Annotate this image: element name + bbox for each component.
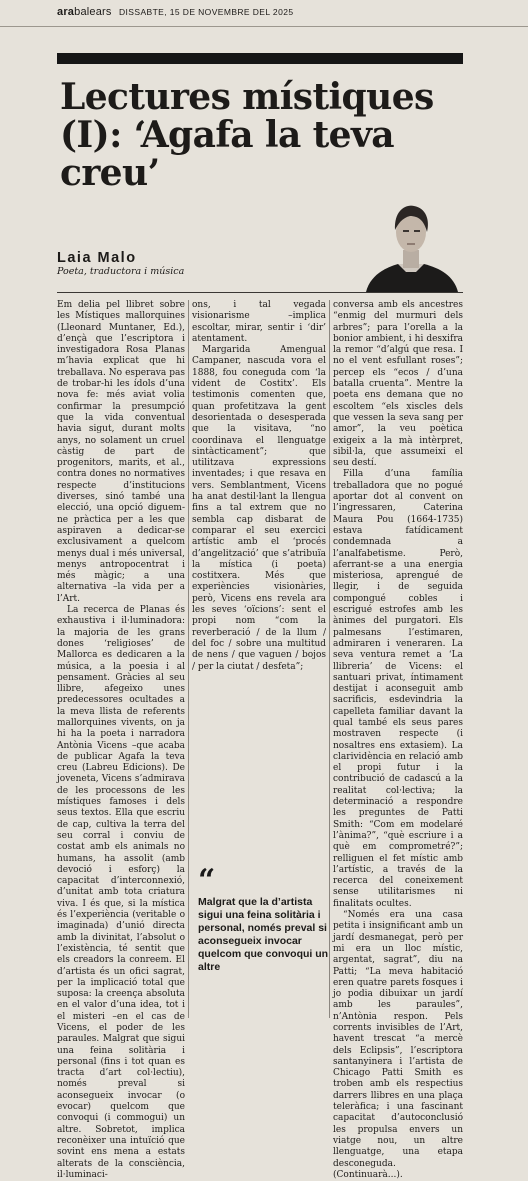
paragraph: ons, i tal vegada visionarisme –implica escoltar, mirar, sentir i ‘dir’ atentament. [192, 300, 326, 344]
pull-quote: Malgrat que la d’artista sigui una feina solitària i personal, només preval si aconsegueix invocar quelcom que convoqui un altre [198, 896, 329, 973]
column-divider [188, 300, 189, 1018]
newspaper-edition: balears [74, 6, 112, 18]
paragraph: conversa amb els ancestres “enmig del murmuri dels arbres”; para l’orella a la bonior ambient, i hi desxifra la remor “d’algú que resa. I no el vent esfullant roses”; percep els “ecos / d’una batalla cruenta”. Mentre la poeta ens demana que no escoltem “els xiscles dels que vessen la seva sang per amor”, la veu poètica exigeix a la mà intèrpret, sibil·la, que assumeixi el seu destí. [333, 300, 463, 469]
section-bar [57, 53, 463, 64]
newspaper-logo: ara [57, 6, 75, 18]
quote-mark-icon: “ [198, 863, 216, 898]
author-name: Laia Malo [57, 250, 137, 266]
article-title: Lectures místiques (I): ‘Agafa la teva creu’ [60, 76, 434, 194]
byline-divider [57, 292, 463, 293]
paragraph: Margarida Amengual Campaner, nascuda vora el 1888, fou coneguda com ‘la vident de Costitx’. Els testimonis comenten que, quan profetitzava la gent desorientada o desesperada que la visitava, “no coordinava el llenguatge sintàcticament”; que utilitzava expressions inventades; i que resava en vers. Semblantment, Vicens ha anat destil·lant la llengua fins a tal extrem que no sembla cap disbarat de comparar el seu exercici artístic amb el ‘procés d’angelització’ que s’atribuïa la mística (i poeta) costitxera. Més que experiències visionàries, però, Vicens ens revela ara les seves ‘oïcions’: sent el propi nom “com la reverberació / de la llum / del foc / sobre una multitud de nens / que vaguen / bojos / per la ciutat / desfeta”; [192, 345, 326, 672]
author-portrait [362, 198, 460, 292]
page-header [0, 0, 528, 27]
article-column-1 [57, 300, 185, 1181]
issue-date: DISSABTE, 15 DE NOVEMBRE DEL 2025 [119, 7, 294, 17]
article-column-2 [192, 300, 326, 673]
paragraph: Filla d’una família treballadora que no pogué aportar dot al convent on l’ingressaren, Caterina Maura Pou (1664-1735) estava fatídicament condemnada a l’analfabetisme. Però, aferrant-se a una energia misteriosa, aprengué de llegir, i de seguida compongué cobles i escrigué estrofes amb les ànimes del purgatori. Els palmesans l’estimaren, admiraren i veneraren. La seva ventura remet a ‘La llibreria’ de Vicens: el santuari privat, íntimament destijat i aconseguit amb sacrificis, esdevindria la capelleta familiar davant la qual també els seus pares mostraven respecte (i nosaltres ens extasiem). La clarividència en relació amb el propi futur i la contribució de cadascú a la realitat col·lectiva; la determinació a respondre les preguntes de Patti Smith: “Com em modelaré l’ànima?”, “què escriure i a què em comprometré?”; relliguen el fet místic amb l’artístic, a través de la recerca del coneixement sense utilitarismes ni finalitats ocultes. [333, 469, 463, 909]
paragraph: “Només era una casa petita i insignificant amb un jardí desmanegat, però per mi era un lloc místic, argentat, sagrat”, diu na Patti; “La meva habitació eren quatre parets fosques i jo podia dibuixar un jardí amb les paraules”, n’Antònia respon. Pels corrents invisibles de l’Art, havent trescat “a mercè dels Eclipsis”, l’escriptora santanyinera i l’artista de Chicago Patti Smith es troben amb els respectius darrers llibres en una plaça teleràfica; i una fascinant capacitat d’autoconclusió les propulsa envers un viatge nou, un altre llenguatge, una etapa desconeguda. (Continuarà...). [333, 910, 463, 1180]
paragraph: La recerca de Planas és exhaustiva i il·luminadora: la majoria de les grans dones ‘religioses’ de Mallorca es dedicaren a la música, a la poesia i al pensament. Gràcies al seu llibre, afegeixo unes predecessores ocultades a la meva llista de referents mallorquines vivents, on ja hi ha la poeta i narradora Antònia Vicens –que acaba de publicar Agafa la teva creu (Labreu Edicions). De joveneta, Vicens s’admirava de les processons de les místiques famoses i dels seus textos. Ella que escriu de cap, cultiva la terra del seu corral i conviu de costat amb els animals no humans, ha assolit (amb devoció i esforç) la capacitat d’interconnexió, d’unitat amb tota criatura viva. I és que, si la mística és l’experiència (veritable o imaginada) d’unió directa amb la divinitat, l’absolut o l’existència, té sentit que els creadors la conreem. El d’artista és un ofici sagrat, per la implicació total que suposa: la creença absoluta en el valor d’una idea, tot i el misteri –en el cas de Vicens, el poder de les paraules. Malgrat que sigui una feina solitària i personal (fins i tot quan es tracta d’art col·lectiu), només preval si aconsegueix invocar (o evocar) quelcom que convoqui (i commogui) un altre. Sobretot, implica reconèixer una intuïció que sovint ens mena a estats alterats de la consciència, il·luminaci- [57, 605, 185, 1180]
author-role: Poeta, traductora i música [57, 266, 185, 277]
article-column-3 [333, 300, 463, 1181]
paragraph: Em delia pel llibret sobre les Místiques mallorquines (Lleonard Muntaner, Ed.), d’ençà que l’escriptora i investigadora Rosa Planas m’havia explicat que hi treballava. No esperava pas de trobar-hi les ídols d’una nova fe: més aviat volia confirmar la presumpció que la vida conventual havia sigut, durant molts anys, no solament un cruel càstig de part de progenitors, marits, et al., contra dones no normatives respecte d’institucions diverses, sinó també una elecció, una opció diguem-ne pràctica per a les que aspiraven a dedicar-se exclusivament a quelcom menys dual i més universal, menys antropocentrat i més màgic; a una alternativa –la vida per a l’Art. [57, 300, 185, 604]
masthead [57, 6, 293, 18]
